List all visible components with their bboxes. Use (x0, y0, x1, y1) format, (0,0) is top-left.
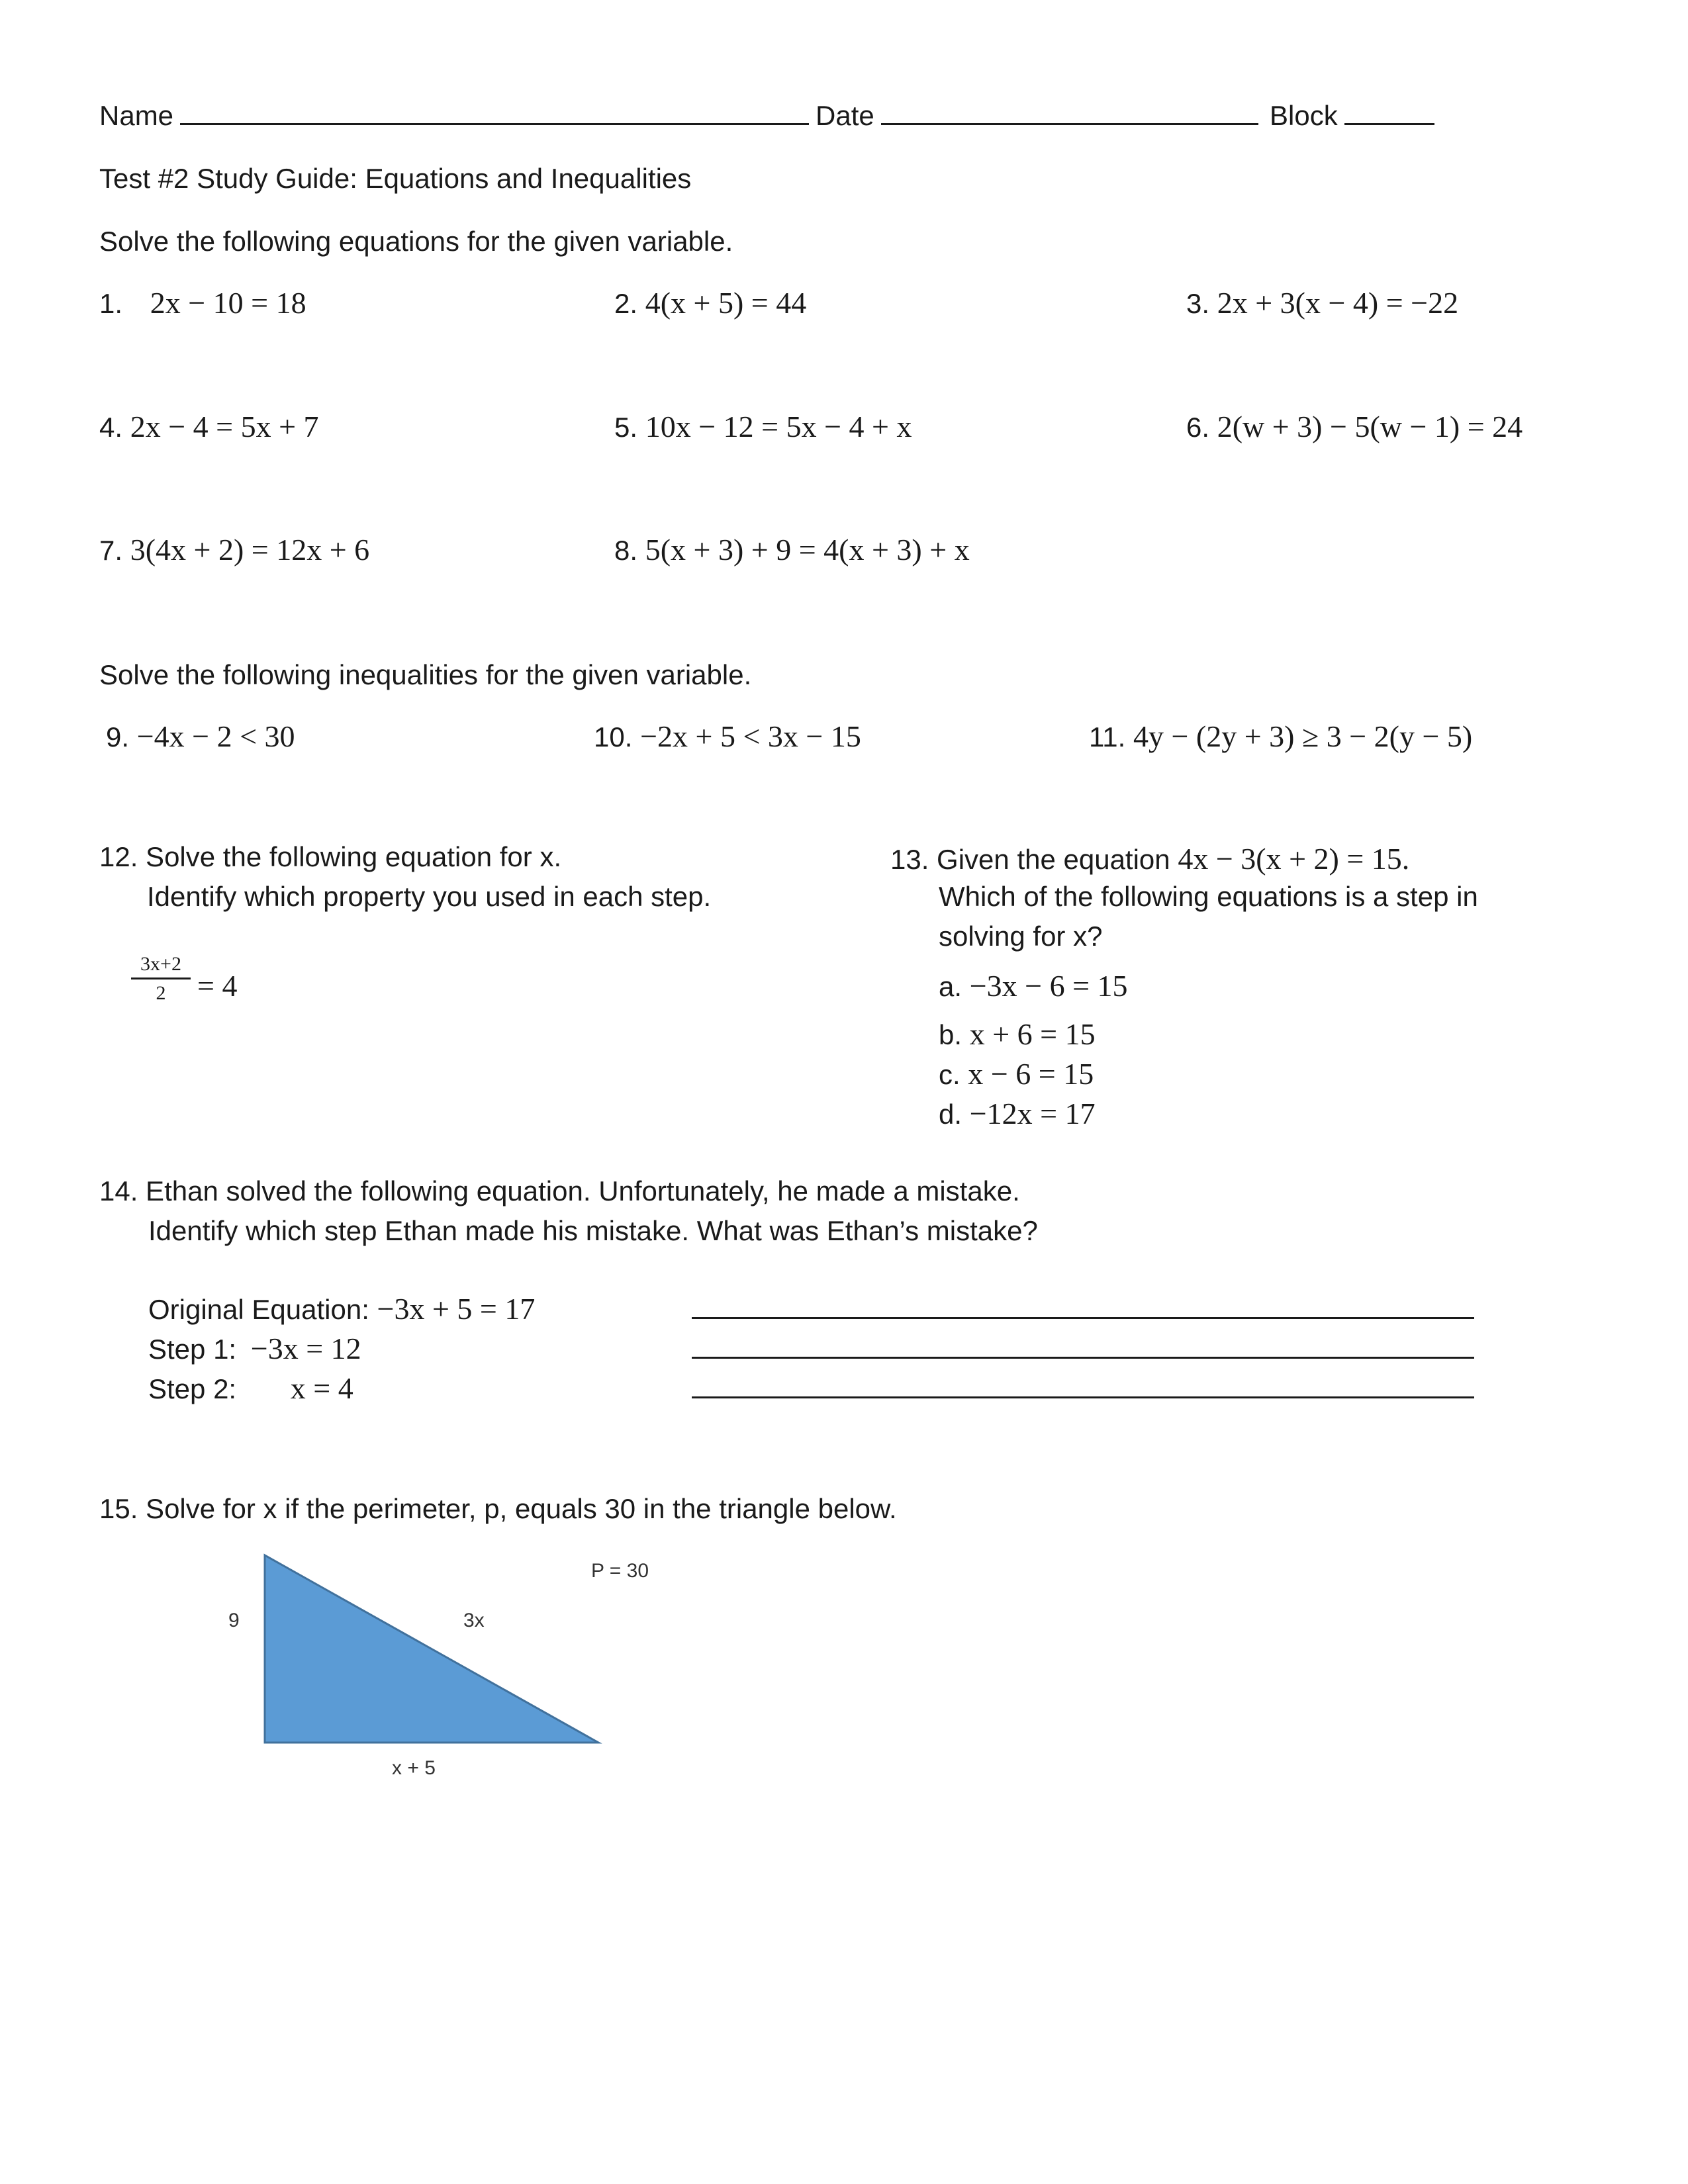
choice-expression: −3x − 6 = 15 (969, 969, 1128, 1003)
q13-choice-d (939, 1095, 1096, 1132)
triangle-figure (258, 1549, 609, 1754)
q14-step2 (148, 1370, 353, 1406)
q13-line2: Which of the following equations is a step in (939, 881, 1478, 912)
fraction-denominator: 2 (156, 982, 166, 1004)
date-field[interactable] (816, 99, 1258, 132)
problem-number: 8. (614, 535, 638, 566)
q13-line3: solving for x? (939, 921, 1103, 952)
section2-instruction: Solve the following inequalities for the given variable. (99, 659, 752, 690)
problem-number: 6. (1186, 412, 1210, 443)
q12-fraction (131, 953, 191, 1004)
choice-label: d. (939, 1099, 962, 1130)
problem-number: 2. (614, 288, 638, 319)
problem-1 (99, 285, 306, 321)
q13-choice-a (939, 968, 1128, 1004)
q14-line1: 14. Ethan solved the following equation. Unfortunately, he made a mistake. (99, 1175, 1020, 1206)
problem-4 (99, 408, 319, 445)
step-label: Step 2: (148, 1373, 237, 1404)
side-bottom-label: x + 5 (392, 1757, 436, 1779)
problem-number: 11. (1089, 721, 1126, 752)
problem-number: 10. (594, 721, 633, 752)
step-label: Step 1: (148, 1334, 237, 1365)
date-label: Date (816, 100, 874, 131)
choice-expression: x − 6 = 15 (968, 1057, 1094, 1091)
choice-expression: −12x = 17 (969, 1097, 1096, 1130)
step-expression: −3x + 5 = 17 (377, 1292, 536, 1326)
q14-original (148, 1291, 535, 1327)
q13-line1 (890, 841, 1409, 877)
problem-8 (614, 531, 970, 568)
problem-expression: 2x − 10 = 18 (150, 286, 306, 320)
problem-number: 3. (1186, 288, 1210, 319)
problem-expression: 10x − 12 = 5x − 4 + x (645, 410, 912, 443)
choice-expression: x + 6 = 15 (969, 1017, 1096, 1051)
q12-rhs: = 4 (197, 969, 238, 1003)
step-expression: −3x = 12 (250, 1332, 361, 1365)
problem-expression: −4x − 2 < 30 (136, 719, 295, 753)
q12-line1: 12. Solve the following equation for x. (99, 841, 562, 872)
answer-line-3[interactable] (692, 1396, 1474, 1398)
answer-line-1[interactable] (692, 1317, 1474, 1319)
choice-label: a. (939, 971, 962, 1002)
fraction-numerator: 3x+2 (140, 953, 181, 975)
q13-prefix: 13. Given the equation (890, 844, 1170, 875)
problem-expression: 4(x + 5) = 44 (645, 286, 807, 320)
date-blank[interactable] (881, 101, 1258, 125)
side-hypotenuse-label: 3x (463, 1610, 485, 1631)
q15-prompt: 15. Solve for x if the perimeter, p, equals 30 in the triangle below. (99, 1493, 897, 1524)
step-expression: x = 4 (290, 1371, 353, 1405)
block-field[interactable] (1270, 99, 1434, 132)
right-triangle (265, 1555, 598, 1743)
perimeter-label: P = 30 (591, 1560, 649, 1582)
problem-7 (99, 531, 369, 568)
problem-expression: 2x − 4 = 5x + 7 (130, 410, 319, 443)
q13-equation: 4x − 3(x + 2) = 15. (1178, 842, 1410, 876)
problem-expression: 3(4x + 2) = 12x + 6 (130, 533, 370, 567)
problem-5 (614, 408, 912, 445)
block-label: Block (1270, 100, 1338, 131)
problem-number: 4. (99, 412, 123, 443)
problem-9 (106, 718, 295, 754)
problem-expression: 4y − (2y + 3) ≥ 3 − 2(y − 5) (1133, 719, 1473, 753)
problem-expression: 2(w + 3) − 5(w − 1) = 24 (1217, 410, 1523, 443)
section1-instruction: Solve the following equations for the given variable. (99, 226, 733, 257)
q14-step1 (148, 1330, 361, 1367)
block-blank[interactable] (1344, 101, 1434, 125)
problem-11 (1089, 718, 1472, 754)
name-label: Name (99, 100, 174, 131)
problem-6 (1186, 408, 1523, 445)
name-field[interactable] (99, 99, 809, 132)
choice-label: c. (939, 1059, 961, 1090)
problem-number: 7. (99, 535, 123, 566)
problem-expression: 2x + 3(x − 4) = −22 (1217, 286, 1459, 320)
answer-line-2[interactable] (692, 1357, 1474, 1359)
problem-3 (1186, 285, 1458, 321)
problem-number: 9. (106, 721, 130, 752)
q14-line2: Identify which step Ethan made his mistake. What was Ethan’s mistake? (148, 1215, 1038, 1246)
problem-expression: 5(x + 3) + 9 = 4(x + 3) + x (645, 533, 970, 567)
name-blank[interactable] (180, 101, 809, 125)
problem-2 (614, 285, 806, 321)
step-label: Original Equation: (148, 1294, 369, 1325)
problem-number: 1. (99, 288, 123, 319)
choice-label: b. (939, 1019, 962, 1050)
side-left-label: 9 (228, 1610, 240, 1631)
problem-number: 5. (614, 412, 638, 443)
q13-choice-c (939, 1056, 1094, 1092)
page-title: Test #2 Study Guide: Equations and Inequalities (99, 163, 692, 194)
fraction-bar (131, 978, 191, 979)
q12-line2: Identify which property you used in each step. (147, 881, 712, 912)
q13-choice-b (939, 1016, 1096, 1052)
problem-10 (594, 718, 861, 754)
problem-expression: −2x + 5 < 3x − 15 (640, 719, 861, 753)
